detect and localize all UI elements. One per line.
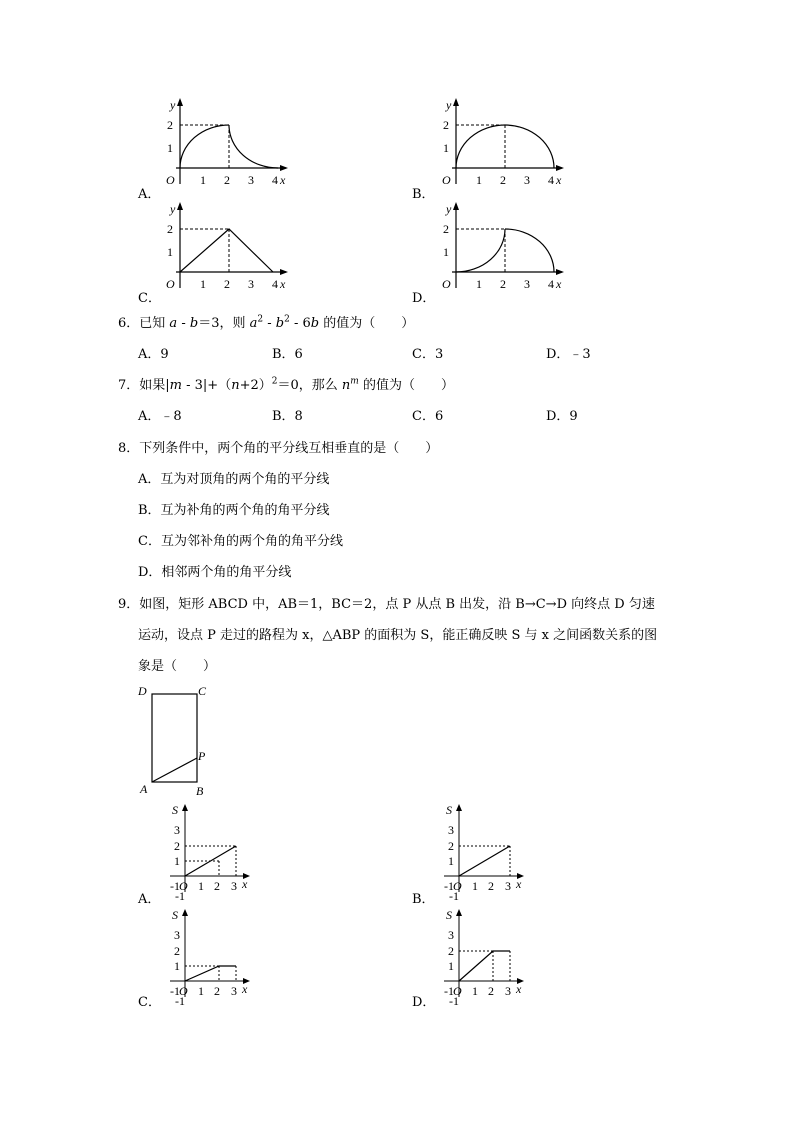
tick-y: 2 [174,839,180,853]
origin-label: O [166,173,175,187]
q7-option-d[interactable]: D．9 [546,409,578,424]
origin-label: O [442,277,451,291]
q8-stem: 8．下列条件中，两个角的平分线互相垂直的是（ ） [118,441,439,456]
q6-option-a[interactable]: A．9 [138,347,169,362]
origin-label: O [453,879,462,893]
tick-y: 1 [448,854,454,868]
neg-tick-x: -1 [170,879,180,893]
tick-x: 1 [472,984,478,998]
tick-x: 3 [505,984,511,998]
tick-x: 4 [272,173,278,187]
vertex-a-label: A [140,782,148,796]
tick-y: 1 [448,959,454,973]
x-axis-label: x [242,877,248,891]
q7-option-b[interactable]: B．8 [272,409,303,424]
tick-y: 2 [167,118,173,132]
tick-x: 1 [200,173,206,187]
tick-x: 2 [224,173,230,187]
tick-x: 3 [248,277,254,291]
y-axis-label: y [170,98,176,112]
q9-stem-line1: 9．如图，矩形 ABCD 中，AB＝1，BC＝2，点 P 从点 B 出发，沿 B→C→D 向终点 D 匀速 [118,597,655,612]
vertex-d-label: D [138,684,147,698]
tick-y: 2 [443,222,449,236]
tick-x: 2 [214,879,220,893]
tick-y: 3 [448,823,454,837]
y-axis-label: S [172,803,178,817]
x-axis-label: x [516,877,522,891]
x-axis-label: x [556,173,562,187]
q9-graph-b [434,800,544,903]
q9-option-a-label: A． [138,892,161,907]
q5-option-a-label: A． [138,187,161,202]
x-axis-label: x [242,982,248,996]
tick-x: 3 [231,879,237,893]
tick-x: 4 [548,277,554,291]
tick-y: 3 [174,823,180,837]
y-axis-label: S [446,803,452,817]
q9-rectangle-figure [134,682,224,800]
tick-x: 3 [505,879,511,893]
tick-x: 2 [224,277,230,291]
q9-option-d-label: D． [412,995,436,1010]
vertex-b-label: B [196,784,204,798]
neg-tick-y: -1 [175,994,185,1008]
q5-graph-a [140,96,300,196]
tick-y: 2 [174,944,180,958]
tick-y: 3 [448,928,454,942]
x-axis-label: x [556,277,562,291]
y-axis-label: y [170,202,176,216]
q5-graph-c [140,200,300,300]
tick-y: 2 [167,222,173,236]
neg-tick-y: -1 [175,889,185,903]
q7-option-c[interactable]: C．6 [412,409,444,424]
tick-x: 1 [200,277,206,291]
neg-tick-y: -1 [449,994,459,1008]
q8-option-c[interactable]: C．互为邻补角的两个角的角平分线 [138,534,343,549]
tick-y: 1 [174,854,180,868]
q9-graph-c [160,905,270,1008]
q9-option-c-label: C． [138,995,161,1010]
tick-x: 1 [198,984,204,998]
q9-graph-a [160,800,270,903]
q9-stem-line3: 象是（ ） [138,659,217,674]
x-axis-label: x [280,173,286,187]
x-axis-label: x [516,982,522,996]
neg-tick-x: -1 [170,984,180,998]
q5-option-b-label: B． [412,187,435,202]
vertex-p-label: P [198,749,206,763]
tick-x: 2 [488,984,494,998]
tick-x: 2 [500,173,506,187]
q5-graph-b [416,96,576,196]
tick-y: 1 [174,959,180,973]
tick-x: 3 [231,984,237,998]
vertex-c-label: C [198,684,207,698]
tick-x: 1 [472,879,478,893]
tick-y: 2 [443,118,449,132]
tick-x: 2 [214,984,220,998]
tick-y: 1 [443,141,449,155]
origin-label: O [453,984,462,998]
neg-tick-y: -1 [449,889,459,903]
tick-x: 1 [476,173,482,187]
q8-option-d[interactable]: D．相邻两个角的角平分线 [138,565,292,580]
tick-y: 1 [443,245,449,259]
tick-y: 3 [174,928,180,942]
q5-option-d-label: D． [412,291,436,306]
q9-option-b-label: B． [412,892,435,907]
neg-tick-x: -1 [444,984,454,998]
q6-option-d[interactable]: D．﹣3 [546,347,591,362]
q6-option-c[interactable]: C．3 [412,347,444,362]
y-axis-label: y [446,202,452,216]
q8-option-b[interactable]: B．互为补角的两个角的角平分线 [138,503,330,518]
tick-x: 3 [524,277,530,291]
y-axis-label: S [446,908,452,922]
q9-stem-line2: 运动，设点 P 走过的路程为 x，△ABP 的面积为 S，能正确反映 S 与 x 之间函数关系的图 [138,628,658,643]
tick-x: 1 [476,277,482,291]
q8-option-a[interactable]: A．互为对顶角的两个角的平分线 [138,472,330,487]
neg-tick-x: -1 [444,879,454,893]
q9-graph-d [434,905,544,1008]
tick-y: 1 [167,245,173,259]
origin-label: O [442,173,451,187]
origin-label: O [179,984,188,998]
tick-y: 2 [448,944,454,958]
origin-label: O [179,879,188,893]
y-axis-label: S [172,908,178,922]
tick-x: 4 [548,173,554,187]
tick-x: 3 [248,173,254,187]
tick-y: 2 [448,839,454,853]
tick-x: 2 [500,277,506,291]
tick-x: 4 [272,277,278,291]
q7-option-a[interactable]: A．﹣8 [138,409,182,424]
tick-x: 2 [488,879,494,893]
q7-stem: 7．如果$|m - 3|+(n+2)^2=0$，那么 $n^m$ 的值为（ ） [118,376,454,393]
q5-graph-d [416,200,576,300]
tick-x: 3 [524,173,530,187]
tick-x: 1 [198,879,204,893]
x-axis-label: x [280,277,286,291]
origin-label: O [166,277,175,291]
q5-option-c-label: C． [138,291,161,306]
q6-stem: 6．已知 a - b＝3，则 $a^2 - b^2 - 6b$ 的值为（ ） [118,314,415,331]
q6-option-b[interactable]: B．6 [272,347,303,362]
tick-y: 1 [167,141,173,155]
y-axis-label: y [446,98,452,112]
